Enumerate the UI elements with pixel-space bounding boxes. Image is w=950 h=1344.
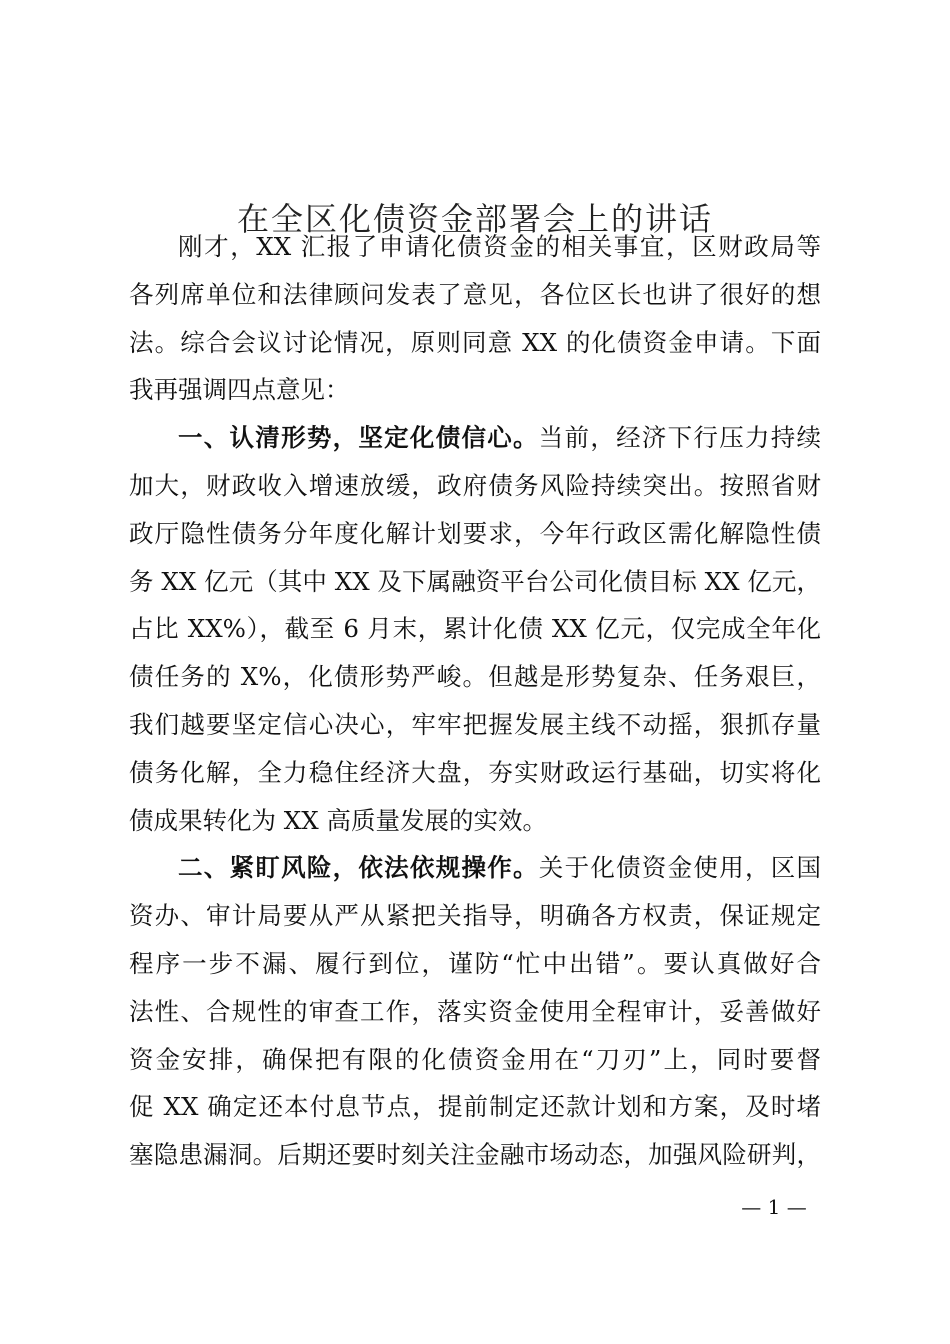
paragraph-line: 我再强调四点意见： (129, 375, 350, 405)
paragraph-line: 塞隐患漏洞。后期还要时刻关注金融市场动态，加强风险研判， (129, 1140, 821, 1170)
paragraph-line: 促 XX 确定还本付息节点，提前制定还款计划和方案，及时堵 (129, 1092, 821, 1122)
paragraph-line: 加大，财政收入增速放缓，政府债务风险持续突出。按照省财 (129, 470, 821, 500)
paragraph-line: 我们越要坚定信心决心，牢牢把握发展主线不动摇，狠抓存量 (129, 709, 821, 739)
paragraph-line: 法。综合会议讨论情况，原则同意 XX 的化债资金申请。下面 (129, 327, 821, 357)
paragraph-line: 占比 XX%），截至 6 月末，累计化债 XX 亿元，仅完成全年化 (129, 614, 821, 644)
paragraph-line: 政厅隐性债务分年度化解计划要求，今年行政区需化解隐性债 (129, 518, 821, 548)
section-heading-line (129, 844, 821, 892)
paragraph-line: 债务化解，全力稳住经济大盘，夯实财政运行基础，切实将化 (129, 757, 821, 787)
paragraph-line: 务 XX 亿元（其中 XX 及下属融资平台公司化债目标 XX 亿元， (129, 566, 821, 596)
paragraph-line: 资金安排，确保把有限的化债资金用在“刀刃”上，同时要督 (129, 1044, 821, 1074)
document-title: 在全区化债资金部署会上的讲话 (236, 200, 713, 239)
paragraph-line: 债任务的 X%，化债形势严峻。但越是形势复杂、任务艰巨， (129, 662, 821, 692)
section-heading-line (129, 414, 821, 462)
section-heading: 二、紧盯风险，依法依规操作。 (178, 853, 539, 883)
paragraph-line: 法性、合规性的审查工作，落实资金使用全程审计，妥善做好 (129, 996, 821, 1026)
paragraph-line: 各列席单位和法律顾问发表了意见，各位区长也讲了很好的想 (129, 279, 821, 309)
paragraph-text: 当前，经济下行压力持续 (538, 423, 822, 453)
section-heading: 一、认清形势，坚定化债信心。 (178, 423, 539, 453)
paragraph-line: 资办、审计局要从严从紧把关指导，明确各方权责，保证规定 (129, 901, 821, 931)
page-number: — 1 — (741, 1195, 807, 1219)
paragraph-line: 刚才，XX 汇报了申请化债资金的相关事宜，区财政局等 (178, 232, 821, 261)
paragraph-line: 程序一步不漏、履行到位，谨防“忙中出错”。要认真做好合 (129, 948, 821, 978)
document-body (129, 223, 821, 1179)
paragraph-line: 债成果转化为 XX 高质量发展的实效。 (129, 805, 547, 835)
paragraph-text: 关于化债资金使用，区国 (538, 853, 822, 883)
